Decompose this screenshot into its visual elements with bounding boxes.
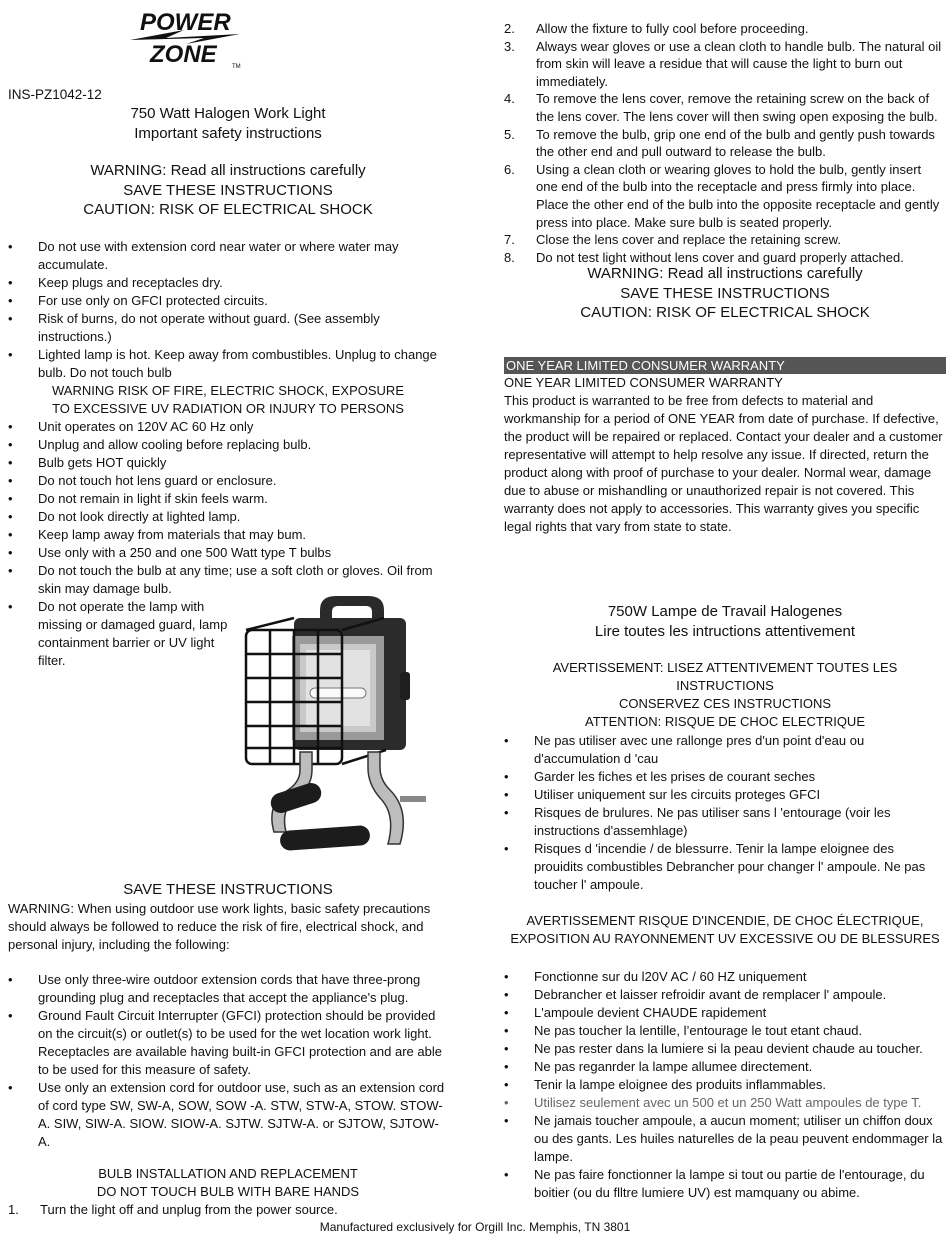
step-text: Using a clean cloth or wearing gloves to hold the bulb, gently insert one end of the bulb into the receptacle and press firmly into place. Place the other end of the bulb into the opposite receptacle and gently press into place. Make sure bulb is seated properly.	[536, 161, 940, 230]
warning-save: SAVE THESE INSTRUCTIONS	[123, 181, 333, 199]
step-number: 4.	[504, 91, 515, 107]
outdoor-list	[8, 971, 448, 1151]
list-item: • Bulb gets HOT quickly	[8, 454, 448, 472]
step-text: Close the lens cover and replace the retaining screw.	[536, 232, 841, 248]
step-number: 2.	[504, 21, 515, 36]
step-text: To remove the lens cover, remove the retaining screw on the back of the lens cover. The lens cover will then swing open exposing the bulb.	[536, 91, 938, 124]
step-text: Always wear gloves or use a clean cloth to handle bulb. The natural oil from skin will leave a residue that will cause the light to burn out immediately.	[536, 38, 942, 89]
list-item: • Keep lamp away from materials that may bum.	[8, 526, 448, 544]
warning-read: WARNING: Read all instructions carefully	[90, 162, 366, 179]
step-text: Do not test light without lens cover and guard properly attached.	[536, 249, 904, 265]
list-item	[504, 231, 946, 249]
list-item: • Unplug and allow cooling before replacing bulb.	[8, 436, 448, 454]
list-item: • Utilisez seulement avec un 500 et un 250 Watt ampoules de type T.	[504, 1094, 946, 1112]
step-text: Allow the fixture to fully cool before proceeding.	[536, 21, 809, 36]
list-item: • For use only on GFCI protected circuits.	[8, 292, 448, 310]
fire-warning-line1: WARNING RISK OF FIRE, ELECTRIC SHOCK, EXPOSURE	[51, 383, 404, 398]
french-subtitle: Lire toutes les intructions attentivement	[594, 622, 856, 640]
french-warning-caution: ATTENTION: RISQUE DE CHOC ELECTRIQUE	[584, 714, 865, 729]
logo-tm: TM	[232, 64, 241, 70]
french-warning-read: AVERTISSEMENT: LISEZ ATTENTIVEMENT TOUTES LES INSTRUCTIONS	[552, 660, 898, 693]
list-item: • Garder les fiches et les prises de courant seches	[504, 768, 946, 786]
step-text: Turn the light off and unplug from the power source.	[40, 1202, 338, 1217]
list-item: • Debrancher et laisser refroidir avant de remplacer l' ampoule.	[504, 986, 946, 1004]
list-item: • Use only three-wire outdoor extension cords that have three-prong grounding plug and receptacles that accept the appliance's plug.	[8, 971, 448, 1007]
warning-save: SAVE THESE INSTRUCTIONS	[620, 284, 830, 302]
warranty-band: ONE YEAR LIMITED CONSUMER WARRANTY	[504, 357, 946, 374]
save-instructions: SAVE THESE INSTRUCTIONS	[123, 881, 333, 898]
step-number: 1.	[8, 1202, 19, 1217]
list-item: • Ne pas faire fonctionner la lampe si tout ou partie de l'entourage, du boitier (ou du flltre lumiere UV) est mamquany ou abime.	[504, 1166, 946, 1202]
warning-read: WARNING: Read all instructions carefully	[587, 265, 863, 282]
list-item: • Risk of burns, do not operate without guard. (See assembly instructions.)	[8, 310, 448, 346]
safety-list	[8, 238, 448, 382]
list-line: • Do not operate the lamp with	[38, 599, 205, 614]
work-light-illustration	[240, 592, 432, 870]
bulb-heading: BULB INSTALLATION AND REPLACEMENT	[98, 1166, 358, 1181]
step-number: 8.	[504, 249, 515, 265]
fire-warning-line2: TO EXCESSIVE UV RADIATION OR INJURY TO PERSONS	[52, 401, 404, 416]
power-zone-logo	[126, 4, 244, 70]
list-item	[504, 38, 946, 91]
list-item: • Use only an extension cord for outdoor use, such as an extension cord of cord type SW, SW-A, SOW, SOW -A. STW, STW-A, STOW. STOW-A. SIW, SIW-A. SIOW. SIOW-A. SJTW. SJTW-A. or SJTOW, SJTOW-A.	[8, 1079, 448, 1151]
list-item	[504, 90, 946, 125]
list-item	[504, 126, 946, 161]
list-item: • Keep plugs and receptacles dry.	[8, 274, 448, 292]
step-number: 3.	[504, 38, 515, 54]
list-item: • Do not use with extension cord near water or where water may accumulate.	[8, 238, 448, 274]
list-item: • Do not touch the bulb at any time; use a soft cloth or gloves. Oil from skin may damage bulb.	[8, 562, 448, 598]
warranty-title: ONE YEAR LIMITED CONSUMER WARRANTY	[504, 375, 783, 390]
step-number: 6.	[504, 161, 515, 177]
list-item: • Tenir la lampe eloignee des produits inflammables.	[504, 1076, 946, 1094]
outdoor-warning: WARNING: When using outdoor use work lights, basic safety precautions should always be followed to reduce the risk of fire, electrical shock, and personal injury, including the following:	[8, 900, 431, 952]
list-item: • Unit operates on 120V AC 60 Hz only	[8, 418, 448, 436]
bulb-warning: DO NOT TOUCH BULB WITH BARE HANDS	[96, 1184, 360, 1199]
list-line: missing or damaged guard, lamp	[38, 617, 228, 632]
list-item: • Use only with a 250 and one 500 Watt type T bulbs	[8, 544, 448, 562]
french-warning-save: CONSERVEZ CES INSTRUCTIONS	[618, 696, 832, 711]
list-line: filter.	[38, 653, 66, 668]
document-code: INS-PZ1042-12	[8, 87, 102, 102]
step-list	[504, 20, 946, 266]
list-item: • Ne jamais toucher ampoule, a aucun moment; utiliser un chiffon doux ou des gants. Les huiles naturelles de la peau peuvent endommager la lampe.	[504, 1112, 946, 1166]
list-item: • Do not look directly at lighted lamp.	[8, 508, 448, 526]
list-item: • Risques de brulures. Ne pas utiliser sans l 'entourage (voir les instructions d'assemhlage)	[504, 804, 946, 840]
list-item: • Risques d 'incendie / de blessurre. Tenir la lampe eloignee des prouidits combustibles Debrancher pour changer l' ampoule. Ne pas toucher l' ampoule.	[504, 840, 946, 894]
logo-line2: ZONE	[150, 41, 217, 68]
list-item: • Utiliser uniquement sur les circuits proteges GFCI	[504, 786, 946, 804]
list-item	[8, 1201, 448, 1219]
list-item: • Ne pas toucher la lentille, l’entourage le tout etant chaud.	[504, 1022, 946, 1040]
french-fire-line1: AVERTISSEMENT RISQUE D'INCENDIE, DE CHOC ÉLECTRIQUE,	[526, 913, 924, 928]
step-number: 5.	[504, 126, 515, 142]
list-item: • L'ampoule devient CHAUDE rapidement	[504, 1004, 946, 1022]
product-title: 750 Watt Halogen Work Light	[130, 105, 326, 122]
list-item: • Do not touch hot lens guard or enclosure.	[8, 472, 448, 490]
list-item: • Do not remain in light if skin feels warm.	[8, 490, 448, 508]
warning-caution: CAUTION: RISK OF ELECTRICAL SHOCK	[580, 304, 870, 321]
warranty-text: This product is warranted to be free from defects to material and workmanship for a period of ONE YEAR from date of purchase. If defective, the product will be repaired or replaced. Contact your dealer and a customer representative will attempt to help resolve any issue. If directed, return the product along with proof of purchase to your dealer. Normal wear, damage due to abuse or mishandling or unauthorized repair is not covered. This warranty does not apply to accessories. This warranty gives you specific legal rights that vary from state to state.	[504, 393, 943, 534]
product-subtitle: Important safety instructions	[134, 124, 322, 142]
list-item: • Ground Fault Circuit Interrupter (GFCI) protection should be provided on the circuit(s) or outlet(s) to be used for the wet location work light. Receptacles are available having built-in GFCI protection and are able to be used for this measure of safety.	[8, 1007, 448, 1079]
step-number: 7.	[504, 232, 515, 248]
list-item	[504, 20, 946, 38]
french-safety-list	[504, 732, 946, 894]
list-item: • Lighted lamp is hot. Keep away from combustibles. Unplug to change bulb. Do not touch bulb	[8, 346, 448, 382]
list-item: • Ne pas reganrder la lampe allumee directement.	[504, 1058, 946, 1076]
step-list-start	[8, 1201, 448, 1219]
list-item: • Ne pas rester dans la lumiere si la peau devient chaude au toucher.	[504, 1040, 946, 1058]
list-item	[504, 161, 946, 231]
french-fire-line2: EXPOSITION AU RAYONNEMENT UV EXCESSIVE OU DE BLESSURES	[510, 931, 940, 946]
list-item: • Fonctionne sur du l20V AC / 60 HZ uniquement	[504, 968, 946, 986]
list-line: containment barrier or UV light	[38, 635, 215, 650]
french-fire-list	[504, 968, 946, 1202]
step-text: To remove the bulb, grip one end of the bulb and gently push towards the other end and pull outward to release the bulb.	[536, 126, 935, 160]
logo-line1: POWER	[140, 9, 231, 36]
list-item: • Ne pas utiliser avec une rallonge pres d'un point d'eau ou d'accumulation d 'cau	[504, 732, 946, 768]
footer: Manufactured exclusively for Orgill Inc. Memphis, TN 3801	[319, 1220, 631, 1234]
french-title: 750W Lampe de Travail Halogenes	[607, 603, 843, 620]
warning-caution: CAUTION: RISK OF ELECTRICAL SHOCK	[83, 201, 373, 218]
